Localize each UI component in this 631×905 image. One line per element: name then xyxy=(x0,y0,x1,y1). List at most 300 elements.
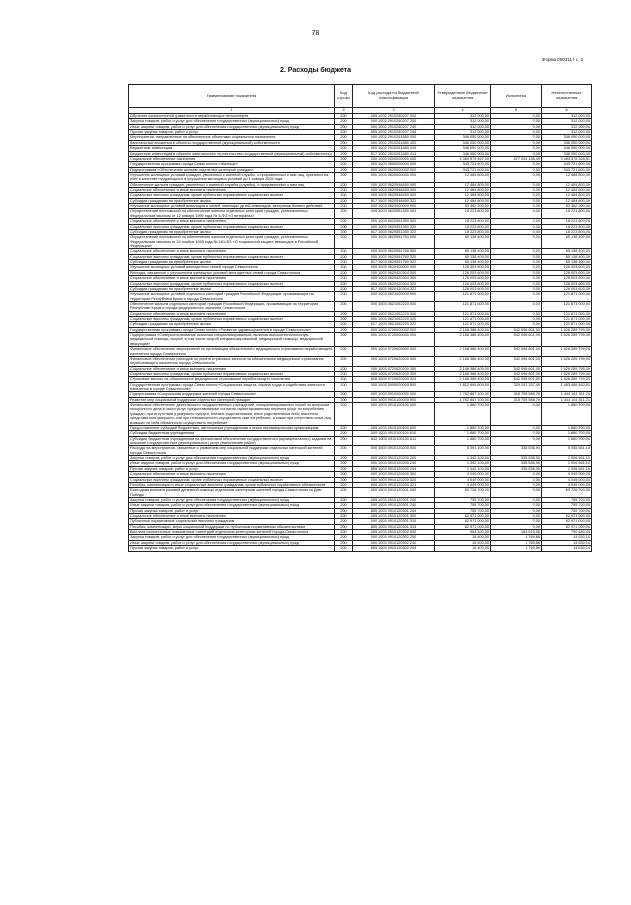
cell-expense-code: 000 1003 0620551350 000 xyxy=(353,209,435,219)
cell-executed: 0,00 xyxy=(491,514,542,519)
cell-executed: 0,00 xyxy=(491,114,542,119)
cell-unexecuted: 65 138 400,00 xyxy=(542,260,592,265)
cell-expense-code: 000 1003 0900000000 000 xyxy=(353,382,435,392)
cell-expense-code: 000 1003 0910120200 200 xyxy=(353,456,435,461)
cell-approved: 126 003 600,00 xyxy=(435,270,491,275)
cell-unexecuted: 1 006 561,10 xyxy=(542,461,592,466)
cell-approved: 1 880 700,00 xyxy=(435,425,491,430)
cell-executed: 542 096 601,00 xyxy=(491,347,542,357)
cell-unexecuted: 14 630,14 xyxy=(542,535,592,540)
cell-approved: 2 168 386 400,00 xyxy=(435,371,491,376)
cell-unexecuted: 1 880 700,00 xyxy=(542,403,592,426)
cell-approved: 65 138 400,00 xyxy=(435,235,491,249)
cell-executed: 0,00 xyxy=(491,182,542,187)
cell-approved: 2 168 386 400,00 xyxy=(435,377,491,382)
cell-indicator-name: Прочая закупка товаров, работ и услуг xyxy=(129,466,335,471)
cell-approved: 2 168 386 400,00 xyxy=(435,347,491,357)
cell-unexecuted: 4 049 000,00 xyxy=(542,472,592,477)
cell-line-code: 200 xyxy=(335,456,353,461)
cell-expense-code: 000 1002 2910260207 000 xyxy=(353,114,435,119)
cell-line-code: 200 xyxy=(335,229,353,234)
cell-indicator-name: Публичные нормативные социальные выплаты гражданам xyxy=(129,519,335,524)
cell-approved: 4 360 579 467,00 xyxy=(435,156,491,161)
cell-expense-code: 000 1003 0621052220 300 xyxy=(353,311,435,316)
cell-approved: 18 223 800,00 xyxy=(435,229,491,234)
cell-executed: 0,00 xyxy=(491,425,542,430)
cell-approved: 2 168 386 400,00 xyxy=(435,327,491,332)
cell-indicator-name: Обеспечение жильем граждан, уволенных с военной службы (службы), и приравненных к ним лиц xyxy=(129,182,335,187)
cell-indicator-name: Социальное обеспечение и иные выплаты населению xyxy=(129,472,335,477)
cell-expense-code: 000 1003 0621000000 000 xyxy=(353,292,435,302)
cell-indicator-name: Субсидии бюджетным учреждениям xyxy=(129,431,335,436)
cell-line-code: 200 xyxy=(335,311,353,316)
cell-unexecuted: 1 626 289 799,00 xyxy=(542,347,592,357)
cell-line-code: 200 xyxy=(335,254,353,259)
cell-line-code: 200 xyxy=(335,327,353,332)
cell-approved: 121 871 000,00 xyxy=(435,311,491,316)
cell-indicator-name: Прочая закупка товаров, работ и услуг xyxy=(129,508,335,513)
cell-line-code: 200 xyxy=(335,514,353,519)
cell-expense-code: 000 1003 0910120200 320 xyxy=(353,477,435,482)
cell-unexecuted: 14 630,14 xyxy=(542,546,592,551)
cell-indicator-name: Социальные выплаты гражданам, кроме публичных нормативных социальных выплат xyxy=(129,193,335,198)
cell-line-code: 200 xyxy=(335,371,353,376)
cell-approved: 4 049 000,00 xyxy=(435,477,491,482)
cell-approved: 126 003 600,00 xyxy=(435,281,491,286)
cell-executed: 0,00 xyxy=(491,270,542,275)
cell-unexecuted: 14 630,14 xyxy=(542,540,592,545)
cell-indicator-name: Иные закупки товаров, работ и услуг для обеспечения государственных (муниципальных) нужд xyxy=(129,503,335,508)
cell-expense-code: 817 1002 2910261680 414 xyxy=(353,151,435,156)
cell-line-code: 200 xyxy=(335,524,353,529)
cell-indicator-name: Подпрограмма «Социальная поддержка жителей города Севастополя» xyxy=(129,392,335,397)
cell-unexecuted: 1 626 289 799,00 xyxy=(542,377,592,382)
cell-approved: 62 971 000,00 xyxy=(435,514,491,519)
cell-line-code: 200 xyxy=(335,403,353,426)
cell-indicator-name: Мероприятия, направленные на обеспечение объектами социального назначения xyxy=(129,135,335,140)
cell-unexecuted: 65 138 400,00 xyxy=(542,254,592,259)
cell-unexecuted: 12 484 800,00 xyxy=(542,172,592,182)
cell-expense-code: 000 1003 0910120301 240 xyxy=(353,503,435,508)
cell-approved: 2 168 386 400,00 xyxy=(435,356,491,366)
cell-indicator-name: Иные закупки товаров, работ и услуг для обеспечения государственных (муниципальных) нужд xyxy=(129,540,335,545)
cell-approved: 755 700,00 xyxy=(435,503,491,508)
cell-indicator-name: Ежегодная выплата разовой денежной помощи отдельным категориям жителей города Севастополя ко Дню Победы xyxy=(129,488,335,498)
cell-unexecuted: 343 721 600,00 xyxy=(542,162,592,167)
cell-line-code: 200 xyxy=(335,292,353,302)
cell-executed: 0,00 xyxy=(491,162,542,167)
cell-approved: 5 391 100,00 xyxy=(435,446,491,456)
cell-approved: 312 000,00 xyxy=(435,124,491,129)
cell-expense-code: 000 1002 2910261680 000 xyxy=(353,135,435,140)
cell-line-code: 200 xyxy=(335,209,353,219)
cell-executed: 0,00 xyxy=(491,193,542,198)
cell-line-code: 200 xyxy=(335,124,353,129)
cell-line-code: 200 xyxy=(335,461,353,466)
cell-line-code: 200 xyxy=(335,146,353,151)
cell-indicator-name: Финансовое обеспечение мероприятий по организации обязательного медицинского страхования неработающего населения города Севастополя xyxy=(129,347,335,357)
cell-expense-code: 000 1003 0620551350 300 xyxy=(353,219,435,224)
cell-unexecuted: 18 223 800,00 xyxy=(542,229,592,234)
cell-approved: 63 726 700,00 xyxy=(435,488,491,498)
cell-line-code: 200 xyxy=(335,366,353,371)
cell-executed: 335 536,90 xyxy=(491,466,542,471)
cell-unexecuted: 343 721 600,00 xyxy=(542,167,592,172)
cell-executed: 0,00 xyxy=(491,301,542,311)
cell-line-code: 200 xyxy=(335,356,353,366)
cell-executed: 0,00 xyxy=(491,317,542,322)
cell-indicator-name: Закупка товаров, работ и услуг для обеспечения государственных (муниципальных) нужд xyxy=(129,497,335,502)
cell-expense-code: 000 1003 0620551760 320 xyxy=(353,254,435,259)
cell-line-code: 200 xyxy=(335,317,353,322)
cell-line-code: 200 xyxy=(335,377,353,382)
cell-indicator-name: Улучшение жилищных условий инвалидов и семей, имеющих детей-инвалидов, ветеранов боевых действий xyxy=(129,204,335,209)
cell-executed: 1 769,86 xyxy=(491,535,542,540)
cell-line-code: 200 xyxy=(335,301,353,311)
cell-unexecuted: 790 480,44 xyxy=(542,530,592,535)
cell-line-code: 200 xyxy=(335,436,353,446)
cell-executed: 0,00 xyxy=(491,119,542,124)
cell-indicator-name: Социальное обеспечение и иные выплаты населению xyxy=(129,249,335,254)
cell-line-code: 200 xyxy=(335,188,353,193)
cell-unexecuted: 1 880 700,00 xyxy=(542,425,592,430)
cell-line-code: 200 xyxy=(335,477,353,482)
cell-line-code: 200 xyxy=(335,204,353,209)
cell-line-code: 200 xyxy=(335,286,353,291)
cell-indicator-name: Закупка товаров, работ и услуг для обеспечения государственных (муниципальных) нужд xyxy=(129,456,335,461)
cell-expense-code: 826 1003 0720620200 324 xyxy=(353,377,435,382)
cell-unexecuted: 312 000,00 xyxy=(542,124,592,129)
cell-unexecuted: 1 880 700,00 xyxy=(542,431,592,436)
cell-indicator-name: Расходы, связанные с улучшением жилищных условий многодетных семей города Севастополя xyxy=(129,270,335,275)
cell-expense-code: 000 1002 2910260207 240 xyxy=(353,124,435,129)
cell-indicator-name: Финансовое обеспечение деятельности государственных учреждений, специализированных служб по вопросам похоронного дела в части услуг, предоставляемых согласно гарантированному перечню услуг по погребению граждан, при отсутствии у умершего супруга, близких родственников, иных родственников либо законного представителя умершего или при невозможности осуществить ими погребение, а также при отсутствии иных лиц, взявших на себя обязанность осуществить погребение xyxy=(129,403,335,426)
cell-expense-code: 000 1003 0720600000 000 xyxy=(353,347,435,357)
cell-indicator-name: Улучшение жилищных условий многодетных семей города Севастополя xyxy=(129,265,335,270)
cell-approved: 1 342 100,00 xyxy=(435,466,491,471)
cell-approved: 121 871 000,00 xyxy=(435,317,491,322)
cell-executed: 0,00 xyxy=(491,124,542,129)
cell-expense-code: 000 1003 0720620200 000 xyxy=(353,356,435,366)
cell-unexecuted: 121 871 000,00 xyxy=(542,311,592,316)
cell-approved: 312 000,00 xyxy=(435,130,491,135)
cell-unexecuted: 62 971 000,00 xyxy=(542,514,592,519)
cell-expense-code: 000 1003 0620551350 320 xyxy=(353,224,435,229)
cell-approved: 18 223 800,00 xyxy=(435,209,491,219)
cell-line-code: 200 xyxy=(335,119,353,124)
cell-expense-code: 000 1003 0910120302 240 xyxy=(353,540,435,545)
cell-indicator-name: Социальные выплаты гражданам, кроме публичных нормативных социальных выплат xyxy=(129,317,335,322)
column-number: 4 xyxy=(435,108,491,114)
cell-unexecuted: 1 880 700,00 xyxy=(542,436,592,446)
cell-line-code: 200 xyxy=(335,276,353,281)
cell-expense-code: 000 1003 0910120301 310 xyxy=(353,519,435,524)
cell-expense-code: 000 1003 0910000000 000 xyxy=(353,392,435,397)
cell-expense-code: 817 1003 0620420304 322 xyxy=(353,286,435,291)
cell-approved: 12 484 800,00 xyxy=(435,193,491,198)
cell-approved: 18 223 800,00 xyxy=(435,219,491,224)
cell-unexecuted: 346 050 000,00 xyxy=(542,135,592,140)
cell-indicator-name: Предоставление субсидий бюджетным, автономным учреждениям и иным некоммерческим организациям xyxy=(129,425,335,430)
cell-unexecuted: 126 003 600,00 xyxy=(542,276,592,281)
cell-expense-code: 000 1003 0910100100 000 xyxy=(353,403,435,426)
cell-indicator-name: Подпрограмма «Обеспечение жильем отдельных категорий граждан» xyxy=(129,167,335,172)
cell-approved: 312 000,00 xyxy=(435,119,491,124)
cell-indicator-name: Социальное обеспечение и иные выплаты населению xyxy=(129,188,335,193)
cell-approved: 1 342 100,00 xyxy=(435,461,491,466)
cell-unexecuted: 1 626 289 799,00 xyxy=(542,366,592,371)
cell-expense-code: 000 1003 0620548450 320 xyxy=(353,193,435,198)
cell-approved: 16 400,00 xyxy=(435,546,491,551)
cell-executed: 0,00 xyxy=(491,135,542,140)
cell-unexecuted: 312 000,00 xyxy=(542,119,592,124)
cell-expense-code: 000 1003 0910100000 000 xyxy=(353,397,435,402)
cell-unexecuted: 18 223 800,00 xyxy=(542,219,592,224)
cell-unexecuted: 1 444 161 511,21 xyxy=(542,397,592,402)
table-row xyxy=(129,488,592,498)
cell-unexecuted: 1 626 289 799,00 xyxy=(542,327,592,332)
cell-expense-code: 855 1002 2910260207 244 xyxy=(353,130,435,135)
cell-expense-code: 000 1003 0620420304 320 xyxy=(353,281,435,286)
column-number: 1 xyxy=(129,108,335,114)
cell-expense-code: 000 1003 0000000000 000 xyxy=(353,156,435,161)
cell-indicator-name: Социальные выплаты гражданам, кроме публичных нормативных социальных выплат xyxy=(129,254,335,259)
cell-unexecuted: 12 484 800,00 xyxy=(542,188,592,193)
cell-indicator-name: Социальные выплаты гражданам, кроме публичных нормативных социальных выплат xyxy=(129,477,335,482)
cell-approved: 62 971 000,00 xyxy=(435,519,491,524)
cell-expense-code: 000 1003 0910120302 000 xyxy=(353,530,435,535)
cell-executed: 0,00 xyxy=(491,472,542,477)
cell-expense-code: 000 1003 0620000000 000 xyxy=(353,172,435,182)
cell-indicator-name: Социальное обеспечение и иные выплаты населению xyxy=(129,219,335,224)
cell-approved: 121 871 000,00 xyxy=(435,301,491,311)
cell-approved: 343 721 600,00 xyxy=(435,162,491,167)
cell-executed: 0,00 xyxy=(491,249,542,254)
cell-line-code: 200 xyxy=(335,140,353,145)
cell-indicator-name: Подпрограмма «Совершенствование оказания специализированной, включая высокотехнологичную, медицинской помощи, скорой, в том числе скорой специализированной, медицинской помощи, медицинской эвакуации» xyxy=(129,333,335,347)
cell-expense-code: 000 1003 0621052220 320 xyxy=(353,317,435,322)
cell-line-code: 200 xyxy=(335,446,353,456)
cell-approved: 65 138 400,00 xyxy=(435,260,491,265)
cell-unexecuted: 755 700,00 xyxy=(542,503,592,508)
cell-expense-code: 000 1003 0620548450 300 xyxy=(353,188,435,193)
cell-expense-code: 855 1003 0910120301 313 xyxy=(353,524,435,529)
cell-indicator-name: Прочая закупка товаров, работ и услуг xyxy=(129,130,335,135)
cell-unexecuted: 65 138 400,00 xyxy=(542,235,592,249)
cell-indicator-name: Субсидии гражданам на приобретение жилья xyxy=(129,286,335,291)
cell-indicator-name: Закупка товаров, работ и услуг для обеспечения государственных (муниципальных) нужд xyxy=(129,535,335,540)
table-row xyxy=(129,301,592,311)
cell-executed: 0,00 xyxy=(491,265,542,270)
column-number: 6 xyxy=(542,108,592,114)
cell-expense-code: 855 1003 0910120301 244 xyxy=(353,508,435,513)
cell-indicator-name: Государственная программа города Севастополя «Развитие здравоохранения в городе Севастополе» xyxy=(129,327,335,332)
cell-executed: 1 769,86 xyxy=(491,546,542,551)
cell-expense-code: 000 1003 0720000000 000 xyxy=(353,333,435,347)
cell-approved: 18 223 800,00 xyxy=(435,224,491,229)
cell-approved: 126 003 600,00 xyxy=(435,276,491,281)
table-row xyxy=(129,546,592,551)
cell-line-code: 200 xyxy=(335,130,353,135)
cell-unexecuted: 4 049 000,00 xyxy=(542,477,592,482)
cell-indicator-name: Субсидии гражданам на приобретение жилья xyxy=(129,322,335,327)
cell-approved: 12 484 800,00 xyxy=(435,172,491,182)
cell-line-code: 200 xyxy=(335,392,353,397)
cell-executed: 0,00 xyxy=(491,524,542,529)
cell-expense-code: 000 1003 0620000000 000 xyxy=(353,204,435,209)
cell-line-code: 200 xyxy=(335,249,353,254)
cell-expense-code: 855 1003 0910120302 244 xyxy=(353,546,435,551)
cell-executed: 0,00 xyxy=(491,224,542,229)
cell-line-code: 200 xyxy=(335,265,353,270)
cell-indicator-name: Улучшение жилищных условий граждан, уволенных с военной службы, и приравненных к ним лиц, принятых на учет в качестве нуждающихся в улучшении жилищных условий до 1 января 2005 года xyxy=(129,172,335,182)
cell-line-code: 200 xyxy=(335,156,353,161)
cell-indicator-name: Прочая закупка товаров, работ и услуг xyxy=(129,546,335,551)
cell-indicator-name: Бюджетные инвестиции xyxy=(129,146,335,151)
page-number: 78 xyxy=(311,30,320,37)
cell-expense-code: 000 1003 0620551760 300 xyxy=(353,249,435,254)
cell-expense-code: 000 1002 2910261680 400 xyxy=(353,140,435,145)
cell-approved: 4 049 000,00 xyxy=(435,472,491,477)
cell-executed: 0,00 xyxy=(491,172,542,182)
cell-indicator-name: Обеспечение жильем отдельных категорий граждан Российской Федерации, проживающих на территории Республики Крым и города федерального значения Севастополя xyxy=(129,301,335,311)
cell-executed: 0,00 xyxy=(491,281,542,286)
cell-indicator-name: Социальное обеспечение и иные выплаты населению xyxy=(129,276,335,281)
cell-unexecuted: 63 726 700,00 xyxy=(542,488,592,498)
cell-executed: 318 705 588,79 xyxy=(491,397,542,402)
cell-executed: 877 204 138,49 xyxy=(491,156,542,161)
cell-line-code: 200 xyxy=(335,431,353,436)
cell-approved: 312 000,00 xyxy=(435,114,491,119)
cell-executed: 0,00 xyxy=(491,503,542,508)
cell-unexecuted: 312 000,00 xyxy=(542,130,592,135)
cell-indicator-name: Субсидии гражданам на приобретение жилья xyxy=(129,229,335,234)
cell-approved: 2 168 386 400,00 xyxy=(435,333,491,347)
cell-unexecuted: 4 049 000,00 xyxy=(542,482,592,487)
cell-approved: 346 050 000,00 xyxy=(435,135,491,140)
cell-unexecuted: 12 484 800,00 xyxy=(542,182,592,187)
cell-line-code: 200 xyxy=(335,219,353,224)
cell-expense-code: 855 1003 0910120200 244 xyxy=(353,466,435,471)
header-approved: Утвержденные бюджетные назначения xyxy=(435,85,491,108)
cell-approved: 126 003 600,00 xyxy=(435,286,491,291)
cell-unexecuted: 62 971 000,00 xyxy=(542,524,592,529)
cell-expense-code: 817 1003 0620551350 322 xyxy=(353,229,435,234)
cell-executed: 0,00 xyxy=(491,140,542,145)
cell-executed: 0,00 xyxy=(491,488,542,498)
cell-approved: 755 700,00 xyxy=(435,497,491,502)
cell-approved: 12 484 800,00 xyxy=(435,182,491,187)
cell-expense-code: 000 1003 0910120301 300 xyxy=(353,514,435,519)
cell-executed: 0,00 xyxy=(491,477,542,482)
cell-expense-code: 000 1003 0910120301 200 xyxy=(353,497,435,502)
cell-line-code: 200 xyxy=(335,224,353,229)
cell-expense-code: 000 1003 0910120302 200 xyxy=(353,535,435,540)
cell-executed: 0,00 xyxy=(491,209,542,219)
cell-line-code: 200 xyxy=(335,488,353,498)
cell-line-code: 200 xyxy=(335,466,353,471)
cell-approved: 755 700,00 xyxy=(435,508,491,513)
cell-expense-code: 000 1003 0621052220 000 xyxy=(353,301,435,311)
header-indicator-name: Наименование показателя xyxy=(129,85,335,108)
table-header-row xyxy=(129,85,592,108)
cell-executed: 0,00 xyxy=(491,229,542,234)
cell-line-code: 200 xyxy=(335,425,353,430)
cell-expense-code: 855 1003 0910120200 321 xyxy=(353,482,435,487)
cell-approved: 65 138 400,00 xyxy=(435,249,491,254)
cell-executed: 0,00 xyxy=(491,219,542,224)
cell-line-code: 200 xyxy=(335,162,353,167)
cell-approved: 12 484 800,00 xyxy=(435,198,491,203)
cell-expense-code: 000 1003 0720620200 300 xyxy=(353,366,435,371)
cell-line-code: 200 xyxy=(335,193,353,198)
cell-unexecuted: 346 050 000,00 xyxy=(542,146,592,151)
cell-unexecuted: 312 000,00 xyxy=(542,114,592,119)
cell-executed: 0,00 xyxy=(491,286,542,291)
cell-expense-code: 000 1003 0910100100 600 xyxy=(353,425,435,430)
table-row xyxy=(129,446,592,456)
cell-executed: 0,00 xyxy=(491,519,542,524)
table-row xyxy=(129,333,592,347)
cell-expense-code: 000 1003 0910100100 610 xyxy=(353,431,435,436)
cell-executed: 0,00 xyxy=(491,260,542,265)
cell-approved: 346 050 000,00 xyxy=(435,151,491,156)
cell-line-code: 200 xyxy=(335,333,353,347)
cell-expense-code: 000 1003 0620420304 000 xyxy=(353,270,435,275)
cell-line-code: 200 xyxy=(335,519,353,524)
cell-approved: 346 050 000,00 xyxy=(435,140,491,145)
cell-approved: 954 100,00 xyxy=(435,530,491,535)
cell-unexecuted: 12 484 800,00 xyxy=(542,193,592,198)
cell-unexecuted: 1 626 289 799,00 xyxy=(542,333,592,347)
cell-executed: 542 096 601,00 xyxy=(491,377,542,382)
cell-expense-code: 817 1003 0620548450 322 xyxy=(353,198,435,203)
cell-indicator-name: Бюджетные инвестиции в объекты капитального строительства государственной (муниципальной) собственности xyxy=(129,151,335,156)
cell-unexecuted: 121 871 000,00 xyxy=(542,317,592,322)
cell-unexecuted: 121 871 000,00 xyxy=(542,322,592,327)
cell-executed: 0,00 xyxy=(491,254,542,259)
cell-expense-code: 000 1003 0910120301 000 xyxy=(353,488,435,498)
cell-indicator-name: Субсидии бюджетным учреждениям на финансовое обеспечение государственного (муниципального) задания на оказание государственных (муниципальных) услуг (выполнение работ) xyxy=(129,436,335,446)
cell-approved: 1 762 867 100,00 xyxy=(435,397,491,402)
cell-expense-code: 000 1003 0700000000 000 xyxy=(353,327,435,332)
cell-unexecuted: 5 055 561,10 xyxy=(542,446,592,456)
cell-indicator-name: Капитальные вложения в объекты государственной (муниципальной) собственности xyxy=(129,140,335,145)
cell-line-code: 200 xyxy=(335,497,353,502)
cell-executed: 0,00 xyxy=(491,146,542,151)
cell-indicator-name: Пособия, компенсации, меры социальной поддержки по публичным нормативным обязательствам xyxy=(129,524,335,529)
cell-executed: 0,00 xyxy=(491,322,542,327)
cell-unexecuted: 121 871 000,00 xyxy=(542,301,592,311)
cell-indicator-name: Осуществление полномочий по обеспечению жильем отдельных категорий граждан, установленных Федеральным законом от 24 ноября 1995 года № 181-ФЗ «О социальной защите инвалидов в Российской Федерации» xyxy=(129,235,335,249)
cell-approved: 1 880 700,00 xyxy=(435,403,491,426)
cell-line-code: 200 xyxy=(335,508,353,513)
cell-executed: 335 536,90 xyxy=(491,461,542,466)
cell-executed: 0,00 xyxy=(491,130,542,135)
header-line-code: Код строки xyxy=(335,85,353,108)
cell-approved: 65 138 400,00 xyxy=(435,254,491,259)
cell-unexecuted: 121 871 000,00 xyxy=(542,292,592,302)
cell-indicator-name: Социальное обеспечение населения xyxy=(129,156,335,161)
column-number: 5 xyxy=(491,108,542,114)
header-expense-code: Код расхода по бюджетной классификации xyxy=(353,85,435,108)
cell-expense-code: 842 1003 0910100100 611 xyxy=(353,436,435,446)
cell-approved: 2 168 386 400,00 xyxy=(435,366,491,371)
cell-approved: 1 342 100,00 xyxy=(435,456,491,461)
cell-unexecuted: 1 006 561,10 xyxy=(542,466,592,471)
cell-executed: 542 096 601,00 xyxy=(491,366,542,371)
cell-line-code: 200 xyxy=(335,503,353,508)
